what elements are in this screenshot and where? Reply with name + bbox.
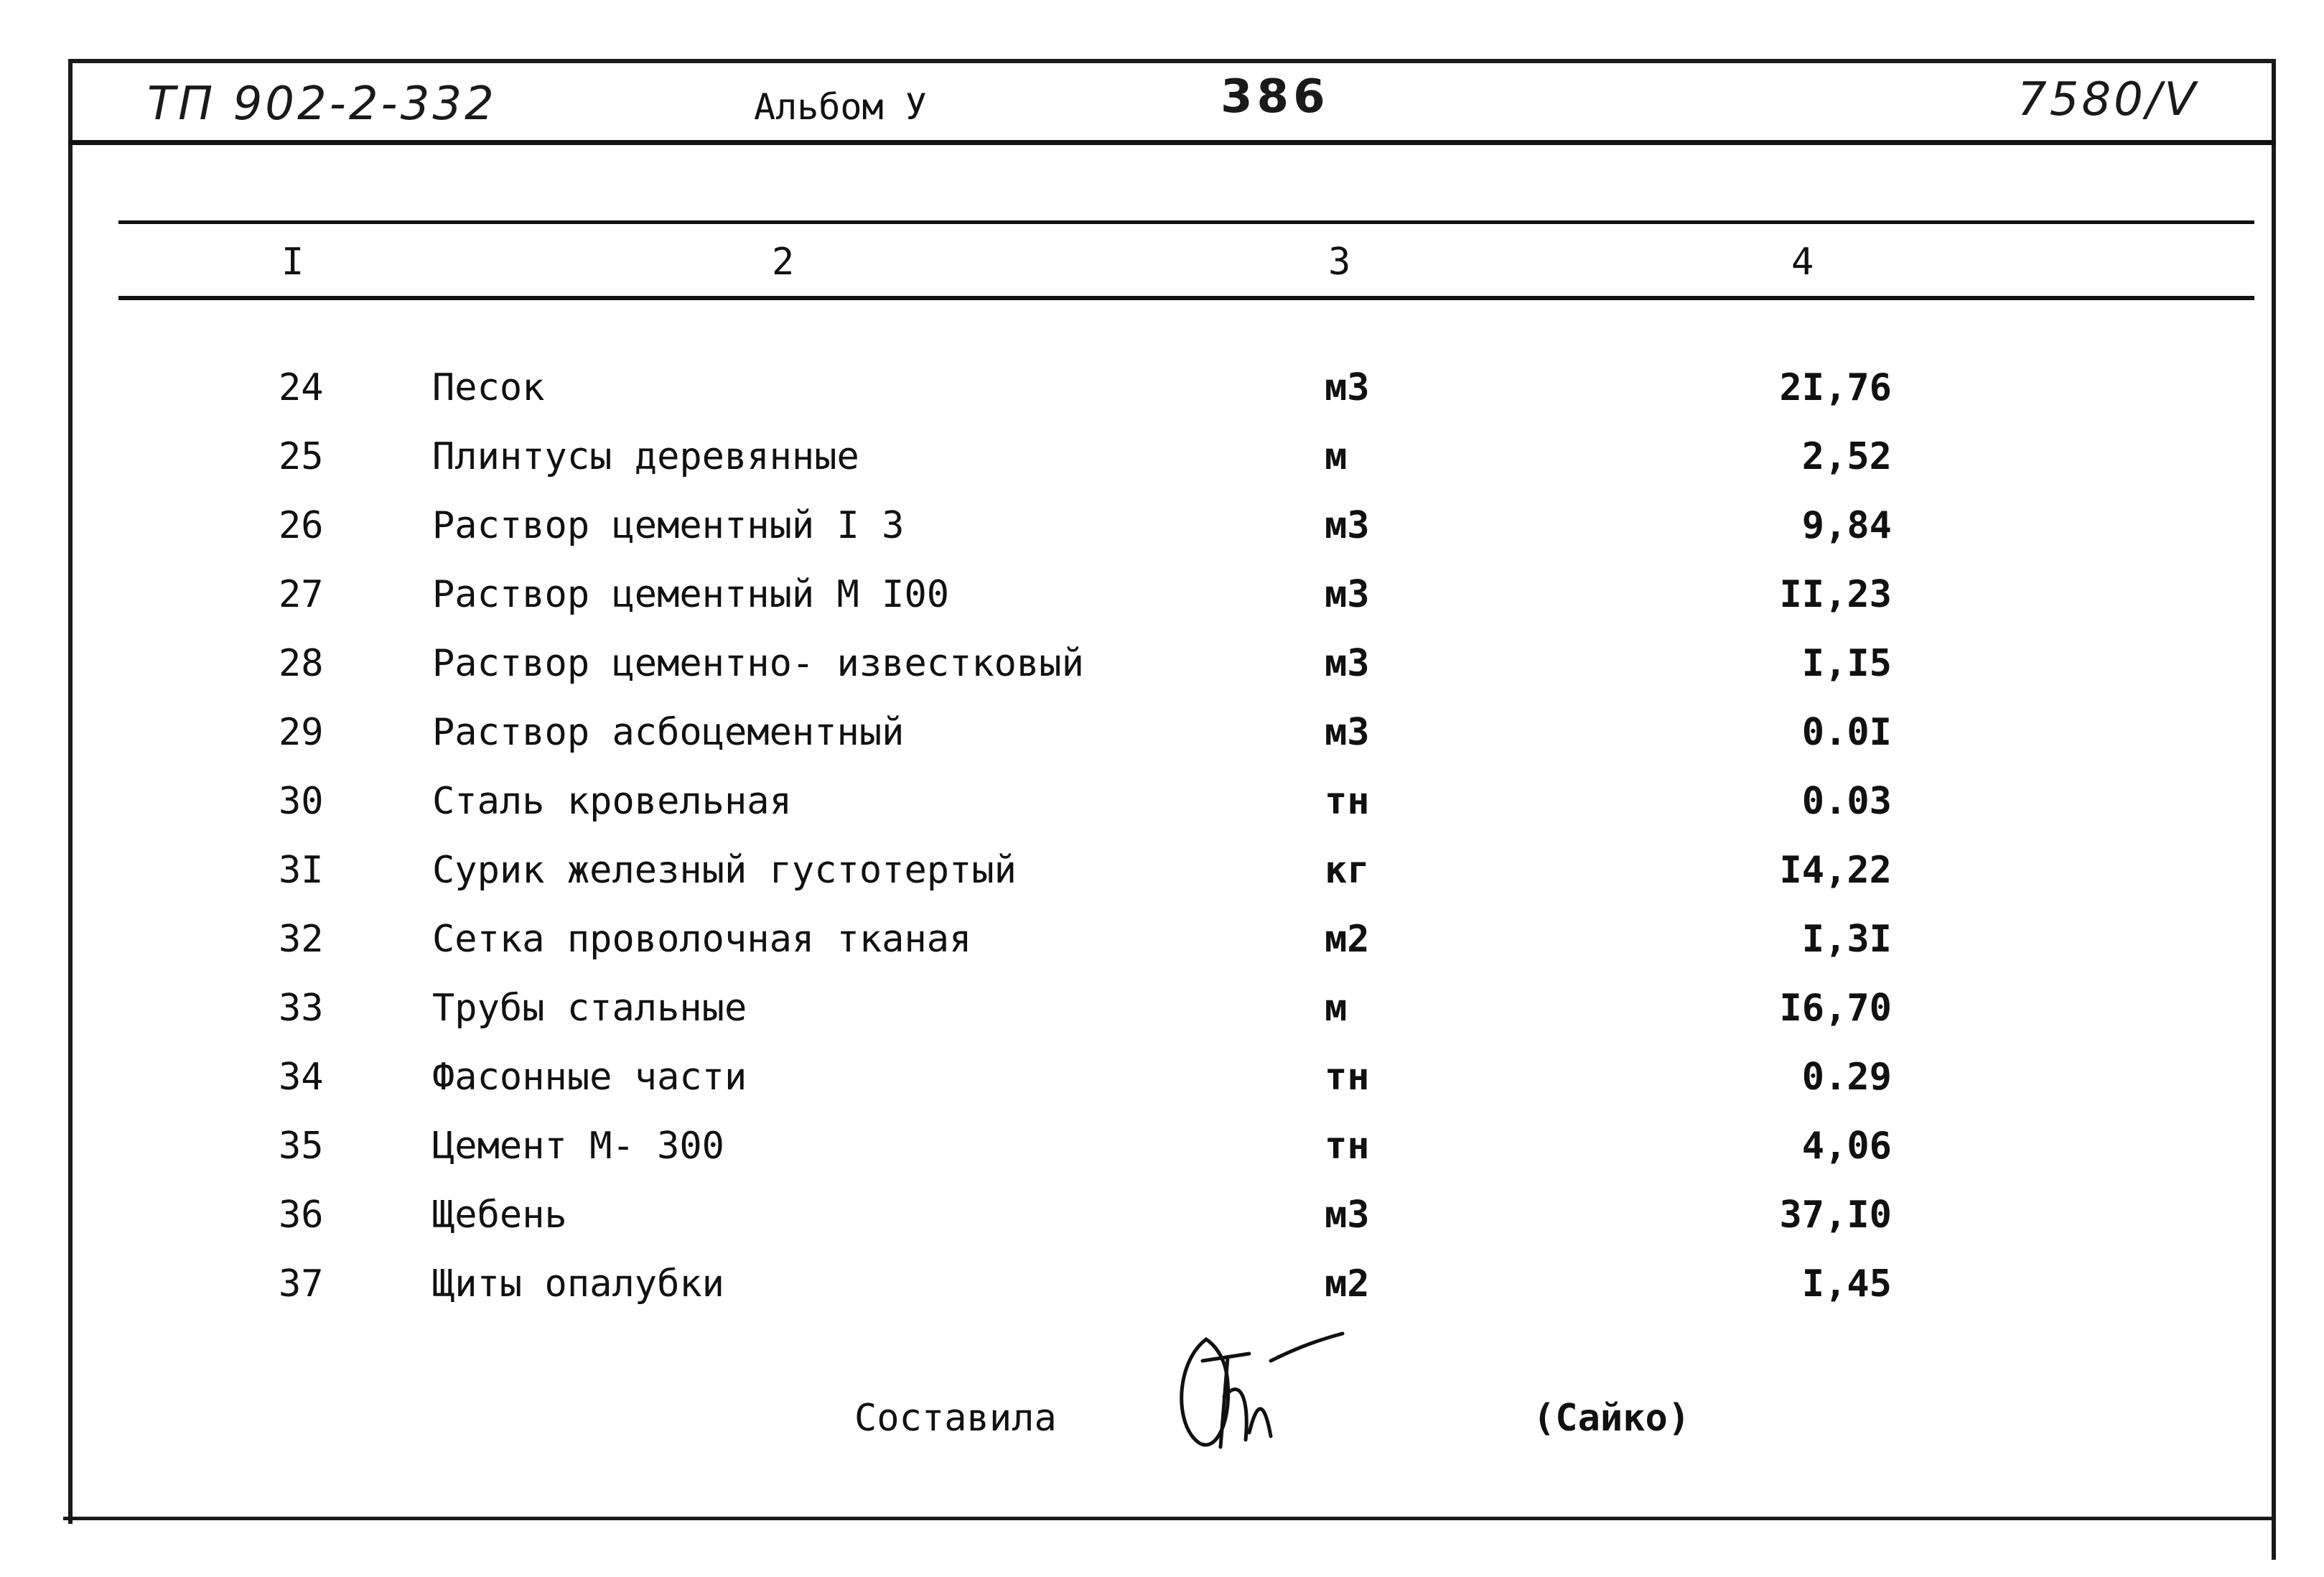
table-row — [0, 1194, 2324, 1262]
row-number: 25 — [279, 435, 324, 478]
quantity: 37,I0 — [1779, 1194, 1892, 1237]
compiled-by-label: Составила — [854, 1397, 1057, 1440]
quantity: 0.0I — [1801, 711, 1892, 754]
quantity: I4,22 — [1779, 849, 1892, 892]
quantity: I,3I — [1801, 918, 1892, 961]
row-number: 28 — [279, 642, 324, 685]
row-number: 35 — [279, 1125, 324, 1168]
row-number: 36 — [279, 1194, 324, 1237]
material-name: Щиты опалубки — [432, 1262, 724, 1306]
header-divider — [68, 140, 2276, 145]
quantity: 0.03 — [1801, 780, 1892, 823]
unit: кг — [1325, 849, 1370, 892]
material-name: Раствор цементный М I00 — [432, 573, 950, 616]
quantity: 2,52 — [1801, 435, 1892, 478]
row-number: 27 — [279, 573, 324, 616]
unit: м — [1325, 987, 1348, 1030]
table-row — [0, 711, 2324, 780]
table-row — [0, 987, 2324, 1056]
column-header-1: I — [281, 241, 304, 284]
material-name: Раствор цементный I 3 — [432, 504, 905, 547]
quantity: 9,84 — [1801, 504, 1892, 547]
unit: м3 — [1325, 573, 1370, 616]
frame-top-border — [68, 59, 2276, 63]
unit: тн — [1325, 780, 1370, 823]
table-row — [0, 573, 2324, 642]
unit: м3 — [1325, 504, 1370, 547]
material-name: Трубы стальные — [432, 987, 747, 1030]
material-name: Песок — [432, 366, 545, 409]
unit: м2 — [1325, 1262, 1370, 1306]
album-label: Альбом У — [754, 86, 927, 128]
unit: м — [1325, 435, 1348, 478]
row-number: 26 — [279, 504, 324, 547]
row-number: 3I — [279, 849, 324, 892]
unit: м3 — [1325, 642, 1370, 685]
material-name: Фасонные части — [432, 1056, 747, 1099]
material-name: Цемент М- 300 — [432, 1125, 724, 1168]
quantity: II,23 — [1779, 573, 1892, 616]
frame-bottom-border — [63, 1517, 2276, 1520]
row-number: 34 — [279, 1056, 324, 1099]
row-number: 24 — [279, 366, 324, 409]
quantity: 2I,76 — [1779, 366, 1892, 409]
material-name: Сетка проволочная тканая — [432, 918, 972, 961]
table-row — [0, 504, 2324, 573]
quantity: I6,70 — [1779, 987, 1892, 1030]
project-series: ТП 902-2-332 — [147, 78, 497, 131]
material-name: Раствор асбоцементный — [432, 711, 905, 754]
unit: м3 — [1325, 711, 1370, 754]
table-top-rule — [118, 220, 2254, 224]
row-number: 32 — [279, 918, 324, 961]
material-name: Раствор цементно- известковый — [432, 642, 1084, 685]
table-row — [0, 1262, 2324, 1331]
unit: тн — [1325, 1056, 1370, 1099]
compiler-name: (Сайко) — [1533, 1397, 1691, 1440]
table-row — [0, 1125, 2324, 1194]
table-row — [0, 849, 2324, 918]
material-name: Щебень — [432, 1194, 567, 1237]
table-row — [0, 780, 2324, 849]
material-name: Сурик железный густотертый — [432, 849, 1017, 892]
quantity: I,I5 — [1801, 642, 1892, 685]
unit: тн — [1325, 1125, 1370, 1168]
row-number: 37 — [279, 1262, 324, 1306]
quantity: I,45 — [1801, 1262, 1892, 1306]
material-name: Плинтусы деревянные — [432, 435, 859, 478]
column-header-2: 2 — [772, 241, 795, 284]
unit: м3 — [1325, 366, 1370, 409]
row-number: 29 — [279, 711, 324, 754]
row-number: 33 — [279, 987, 324, 1030]
unit: м3 — [1325, 1194, 1370, 1237]
column-header-4: 4 — [1791, 241, 1814, 284]
document-code: 7580/V — [2017, 73, 2199, 126]
row-number: 30 — [279, 780, 324, 823]
table-row — [0, 366, 2324, 435]
table-header-rule — [118, 296, 2254, 300]
table-row — [0, 1056, 2324, 1125]
table-row — [0, 435, 2324, 504]
material-name: Сталь кровельная — [432, 780, 792, 823]
unit: м2 — [1325, 918, 1370, 961]
signature-image — [1163, 1318, 1364, 1461]
table-row — [0, 642, 2324, 711]
table-row — [0, 918, 2324, 987]
quantity: 4,06 — [1801, 1125, 1892, 1168]
column-header-3: 3 — [1328, 241, 1351, 284]
quantity: 0.29 — [1801, 1056, 1892, 1099]
sheet-number: 386 — [1221, 70, 1330, 124]
